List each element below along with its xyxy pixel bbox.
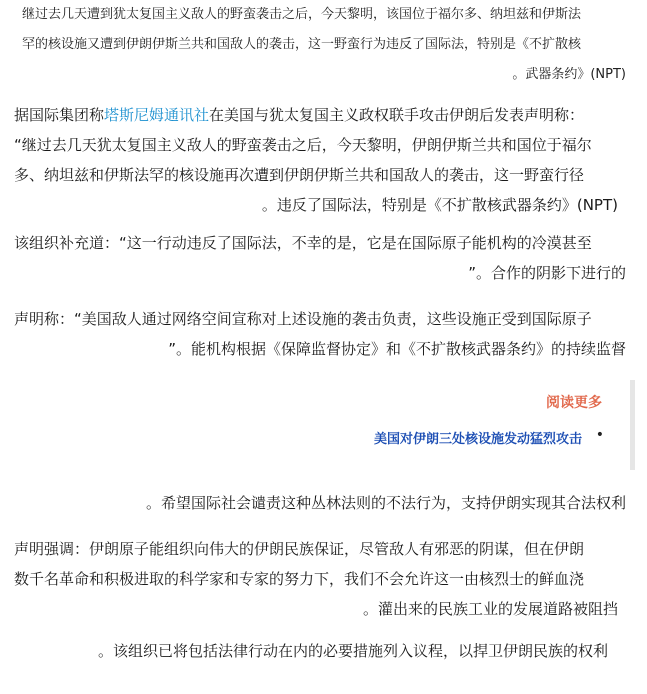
tasnim-news-link[interactable]: 塔斯尼姆通讯社: [104, 106, 210, 124]
paragraph-line: 该组织补充道：“这一行动违反了国际法，不幸的是，它是在国际原子能机构的冷漠甚至: [14, 234, 592, 252]
paragraph-line: 。希望国际社会谴责这种丛林法则的不法行为，支持伊朗实现其合法权利: [145, 494, 626, 512]
quote-line: 罕的核设施又遭到伊朗伊斯兰共和国敌人的袭击，这一野蛮行为违反了国际法，特别是《不扩散核: [22, 37, 582, 52]
paragraph-line: 。灌出来的民族工业的发展道路被阻挡: [362, 600, 618, 618]
paragraph-emphasis: [14, 534, 632, 624]
read-more-link[interactable]: 美国对伊朗三处核设施发动猛烈攻击: [373, 432, 582, 447]
bullet-icon: •: [595, 427, 604, 443]
intro-text: 据国际集团称: [14, 106, 105, 124]
paragraph-line: 。该组织已将包括法律行动在内的必要措施列入议程，以捍卫伊朗民族的权利: [97, 642, 608, 660]
paragraph-claim: [14, 304, 632, 364]
quote-line: 。武器条约》(NPT): [512, 67, 626, 82]
paragraph-line: [14, 100, 632, 130]
quote-block: [22, 0, 640, 90]
paragraph-appeal: [14, 488, 632, 518]
paragraph-measures: [14, 636, 632, 666]
paragraph-line: 声明称：“美国敌人通过网络空间宣称对上述设施的袭击负责，这些设施正受到国际原子: [14, 310, 592, 328]
read-more-title: 阅读更多: [546, 395, 602, 411]
intro-text-continued: 在美国与犹太复国主义政权联手攻击伊朗后发表声明称：: [209, 106, 585, 124]
read-more-box: [300, 380, 635, 470]
paragraph-line: 声明强调：伊朗原子能组织向伟大的伊朗民族保证，尽管敌人有邪恶的阴谋，但在伊朗: [14, 540, 585, 558]
paragraph-line: 数千名革命和积极进取的科学家和专家的努力下，我们不会允许这一由核烈士的鲜血浇: [14, 570, 585, 588]
quote-line: 继过去几天遭到犹太复国主义敌人的野蛮袭击之后，今天黎明，该国位于福尔多、纳坦兹和伊斯法: [22, 7, 582, 22]
paragraph-statement: [14, 100, 632, 220]
paragraph-line: 。违反了国际法，特别是《不扩散核武器条约》(NPT): [261, 196, 618, 214]
paragraph-line: ”。能机构根据《保障监督协定》和《不扩散核武器条约》的持续监督: [168, 340, 626, 358]
paragraph-line: ”。合作的阴影下进行的: [468, 264, 626, 282]
paragraph-line: “继过去几天犹太复国主义敌人的野蛮袭击之后，今天黎明，伊朗伊斯兰共和国位于福尔: [14, 136, 592, 154]
paragraph-line: 多、纳坦兹和伊斯法罕的核设施再次遭到伊朗伊斯兰共和国敌人的袭击，这一野蛮行径: [14, 166, 585, 184]
paragraph-addition: [14, 228, 632, 288]
